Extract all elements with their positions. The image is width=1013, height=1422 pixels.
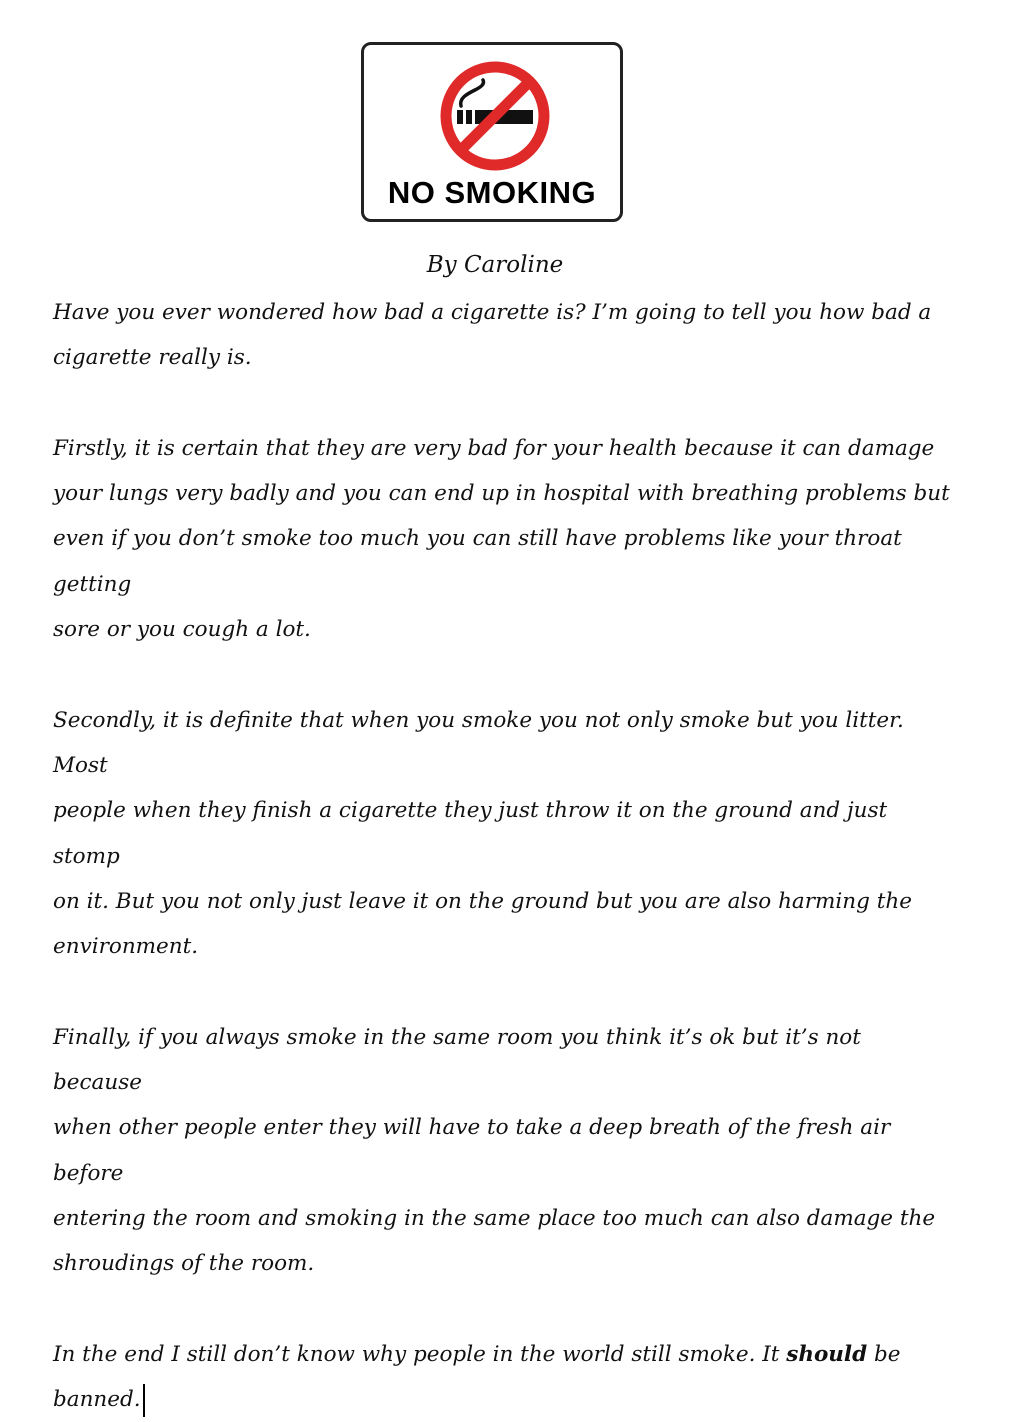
conclusion-end: be banned. [53,1341,901,1413]
paragraph-firstly: Firstly, it is certain that they are very bad for your health because it can damage your lungs very badly and you can end up in hospital with breathing problems but even if you don’t smoke too much you can still have problems like your throat getting sore or you cough a lot. [53,435,950,643]
text-cursor [143,1384,145,1417]
paragraph-conclusion [53,1332,953,1422]
no-smoking-sign [361,42,623,222]
conclusion-text: In the end I still don’t know why people in the world still smoke. It [53,1341,787,1367]
essay-body[interactable] [53,290,953,1422]
paragraph-intro: Have you ever wondered how bad a cigarette is? I’m going to tell you how bad a cigarette really is. [53,300,932,371]
no-smoking-icon [439,60,551,172]
emphasis-should: should [786,1341,868,1367]
paragraph-finally: Finally, if you always smoke in the same room you think it’s ok but it’s not because when other people enter they will have to take a deep breath of the fresh air before entering the room and smoking in the same place too much can also damage the shroudings of the room. [53,1024,936,1277]
author-byline: By Caroline [426,252,564,278]
paragraph-secondly: Secondly, it is definite that when you smoke you not only smoke but you litter. Most people when they finish a cigarette they just throw it on the ground and just stomp on it. But you not only just leave it on the ground but you are also harming the environment. [53,707,912,960]
sign-text: NO SMOKING [387,175,597,210]
